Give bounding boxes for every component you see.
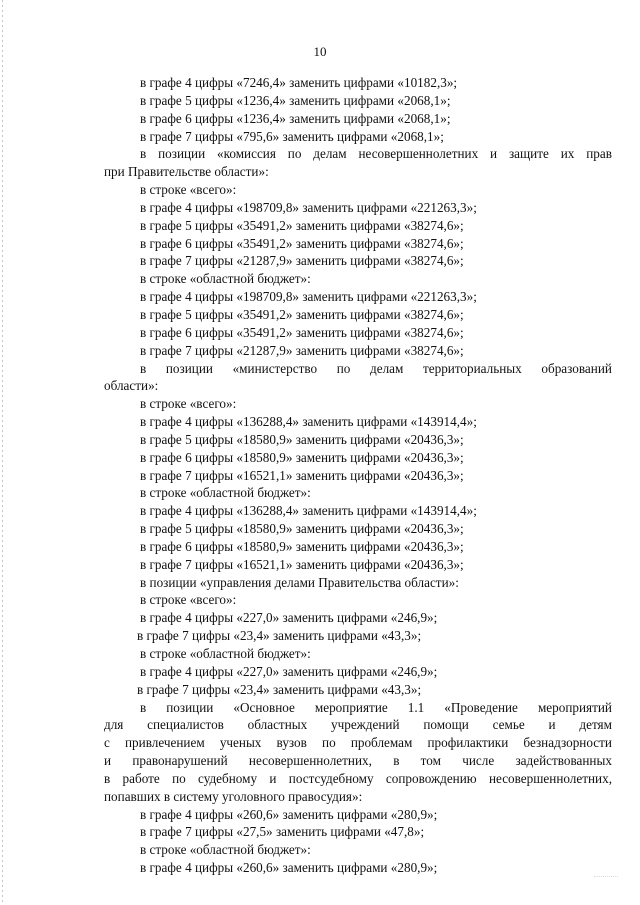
text-line: в строке «областной бюджет»:	[140, 271, 311, 287]
text-line: в графе 4 цифры «227,0» заменить цифрами «246,9»;	[140, 610, 438, 626]
text-line: в графе 7 цифры «21287,9» заменить цифрами «38274,6»;	[140, 342, 464, 358]
text-line: в графе 7 цифры «16521,1» заменить цифрами «20436,3»;	[140, 467, 464, 483]
text-line: в графе 6 цифры «1236,4» заменить цифрами «2068,1»;	[140, 110, 451, 126]
text-line: в графе 7 цифры «27,5» заменить цифрами «47,8»;	[140, 824, 425, 840]
text-line: в графе 6 цифры «18580,9» заменить цифрами «20436,3»;	[140, 449, 464, 465]
text-line: в позиции «управления делами Правительства области»:	[140, 574, 459, 590]
text-line: в графе 4 цифры «136288,4» заменить цифрами «143914,4»;	[140, 503, 477, 519]
text-line: области»:	[104, 378, 159, 394]
scan-margin-dots	[2, 0, 3, 905]
text-line: при Правительстве области»:	[104, 164, 269, 180]
text-line: в графе 5 цифры «35491,2» заменить цифрами «38274,6»;	[140, 217, 464, 233]
page-number: 10	[313, 44, 327, 59]
text-line: в графе 6 цифры «35491,2» заменить цифрами «38274,6»;	[140, 235, 464, 251]
text-line: в графе 4 цифры «260,6» заменить цифрами «280,9»;	[140, 860, 438, 876]
text-line: в строке «областной бюджет»:	[140, 646, 311, 661]
text-line: в позиции «комиссия по делам несовершеннолетних и защите их прав	[140, 146, 612, 162]
text-line: для специалистов областных учреждений помощи семье и детям	[104, 717, 612, 733]
document-body	[104, 74, 612, 877]
text-line: в графе 4 цифры «198709,8» заменить цифрами «221263,3»;	[140, 199, 477, 215]
text-line: с привлечением ученых вузов по проблемам профилактики безнадзорности	[104, 735, 612, 751]
text-line: в строке «областной бюджет»:	[140, 842, 311, 858]
text-line: в строке «всего»:	[140, 396, 237, 412]
text-line: в графе 5 цифры «35491,2» заменить цифрами «38274,6»;	[140, 306, 464, 322]
text-line: в графе 4 цифры «7246,4» заменить цифрами «10182,3»;	[140, 75, 458, 90]
text-line: в строке «всего»:	[140, 592, 237, 608]
text-line: в строке «всего»:	[140, 182, 237, 198]
text-line: в графе 7 цифры «23,4» заменить цифрами «43,3»;	[137, 628, 422, 644]
text-line: в позиции «Основное мероприятие 1.1 «Проведение мероприятий	[140, 699, 612, 715]
text-line: в графе 4 цифры «198709,8» заменить цифрами «221263,3»;	[140, 289, 477, 305]
text-line: в графе 5 цифры «1236,4» заменить цифрами «2068,1»;	[140, 92, 451, 108]
text-line: в строке «областной бюджет»:	[140, 485, 311, 501]
scan-mark	[594, 876, 618, 887]
text-line: в графе 7 цифры «16521,1» заменить цифрами «20436,3»;	[140, 556, 464, 572]
text-line: в графе 4 цифры «136288,4» заменить цифрами «143914,4»;	[140, 414, 477, 430]
text-line: в графе 5 цифры «18580,9» заменить цифрами «20436,3»;	[140, 431, 464, 447]
text-line: в графе 4 цифры «227,0» заменить цифрами «246,9»;	[140, 663, 438, 679]
text-line: в работе по судебному и постсудебному сопровождению несовершеннолетних,	[104, 770, 612, 786]
text-line: в графе 6 цифры «18580,9» заменить цифрами «20436,3»;	[140, 538, 464, 554]
text-line: в графе 6 цифры «35491,2» заменить цифрами «38274,6»;	[140, 324, 464, 340]
text-line: в позиции «министерство по делам территориальных образований	[140, 360, 612, 376]
text-line: попавших в систему уголовного правосудия»:	[104, 788, 363, 804]
text-line: в графе 7 цифры «795,6» заменить цифрами «2068,1»;	[140, 128, 444, 144]
text-line: в графе 5 цифры «18580,9» заменить цифрами «20436,3»;	[140, 521, 464, 537]
text-line: и правонарушений несовершеннолетних, в том числе задействованных	[104, 753, 612, 769]
text-line: в графе 4 цифры «260,6» заменить цифрами «280,9»;	[140, 806, 438, 822]
text-line: в графе 7 цифры «21287,9» заменить цифрами «38274,6»;	[140, 253, 464, 269]
text-line: в графе 7 цифры «23,4» заменить цифрами «43,3»;	[137, 681, 422, 697]
